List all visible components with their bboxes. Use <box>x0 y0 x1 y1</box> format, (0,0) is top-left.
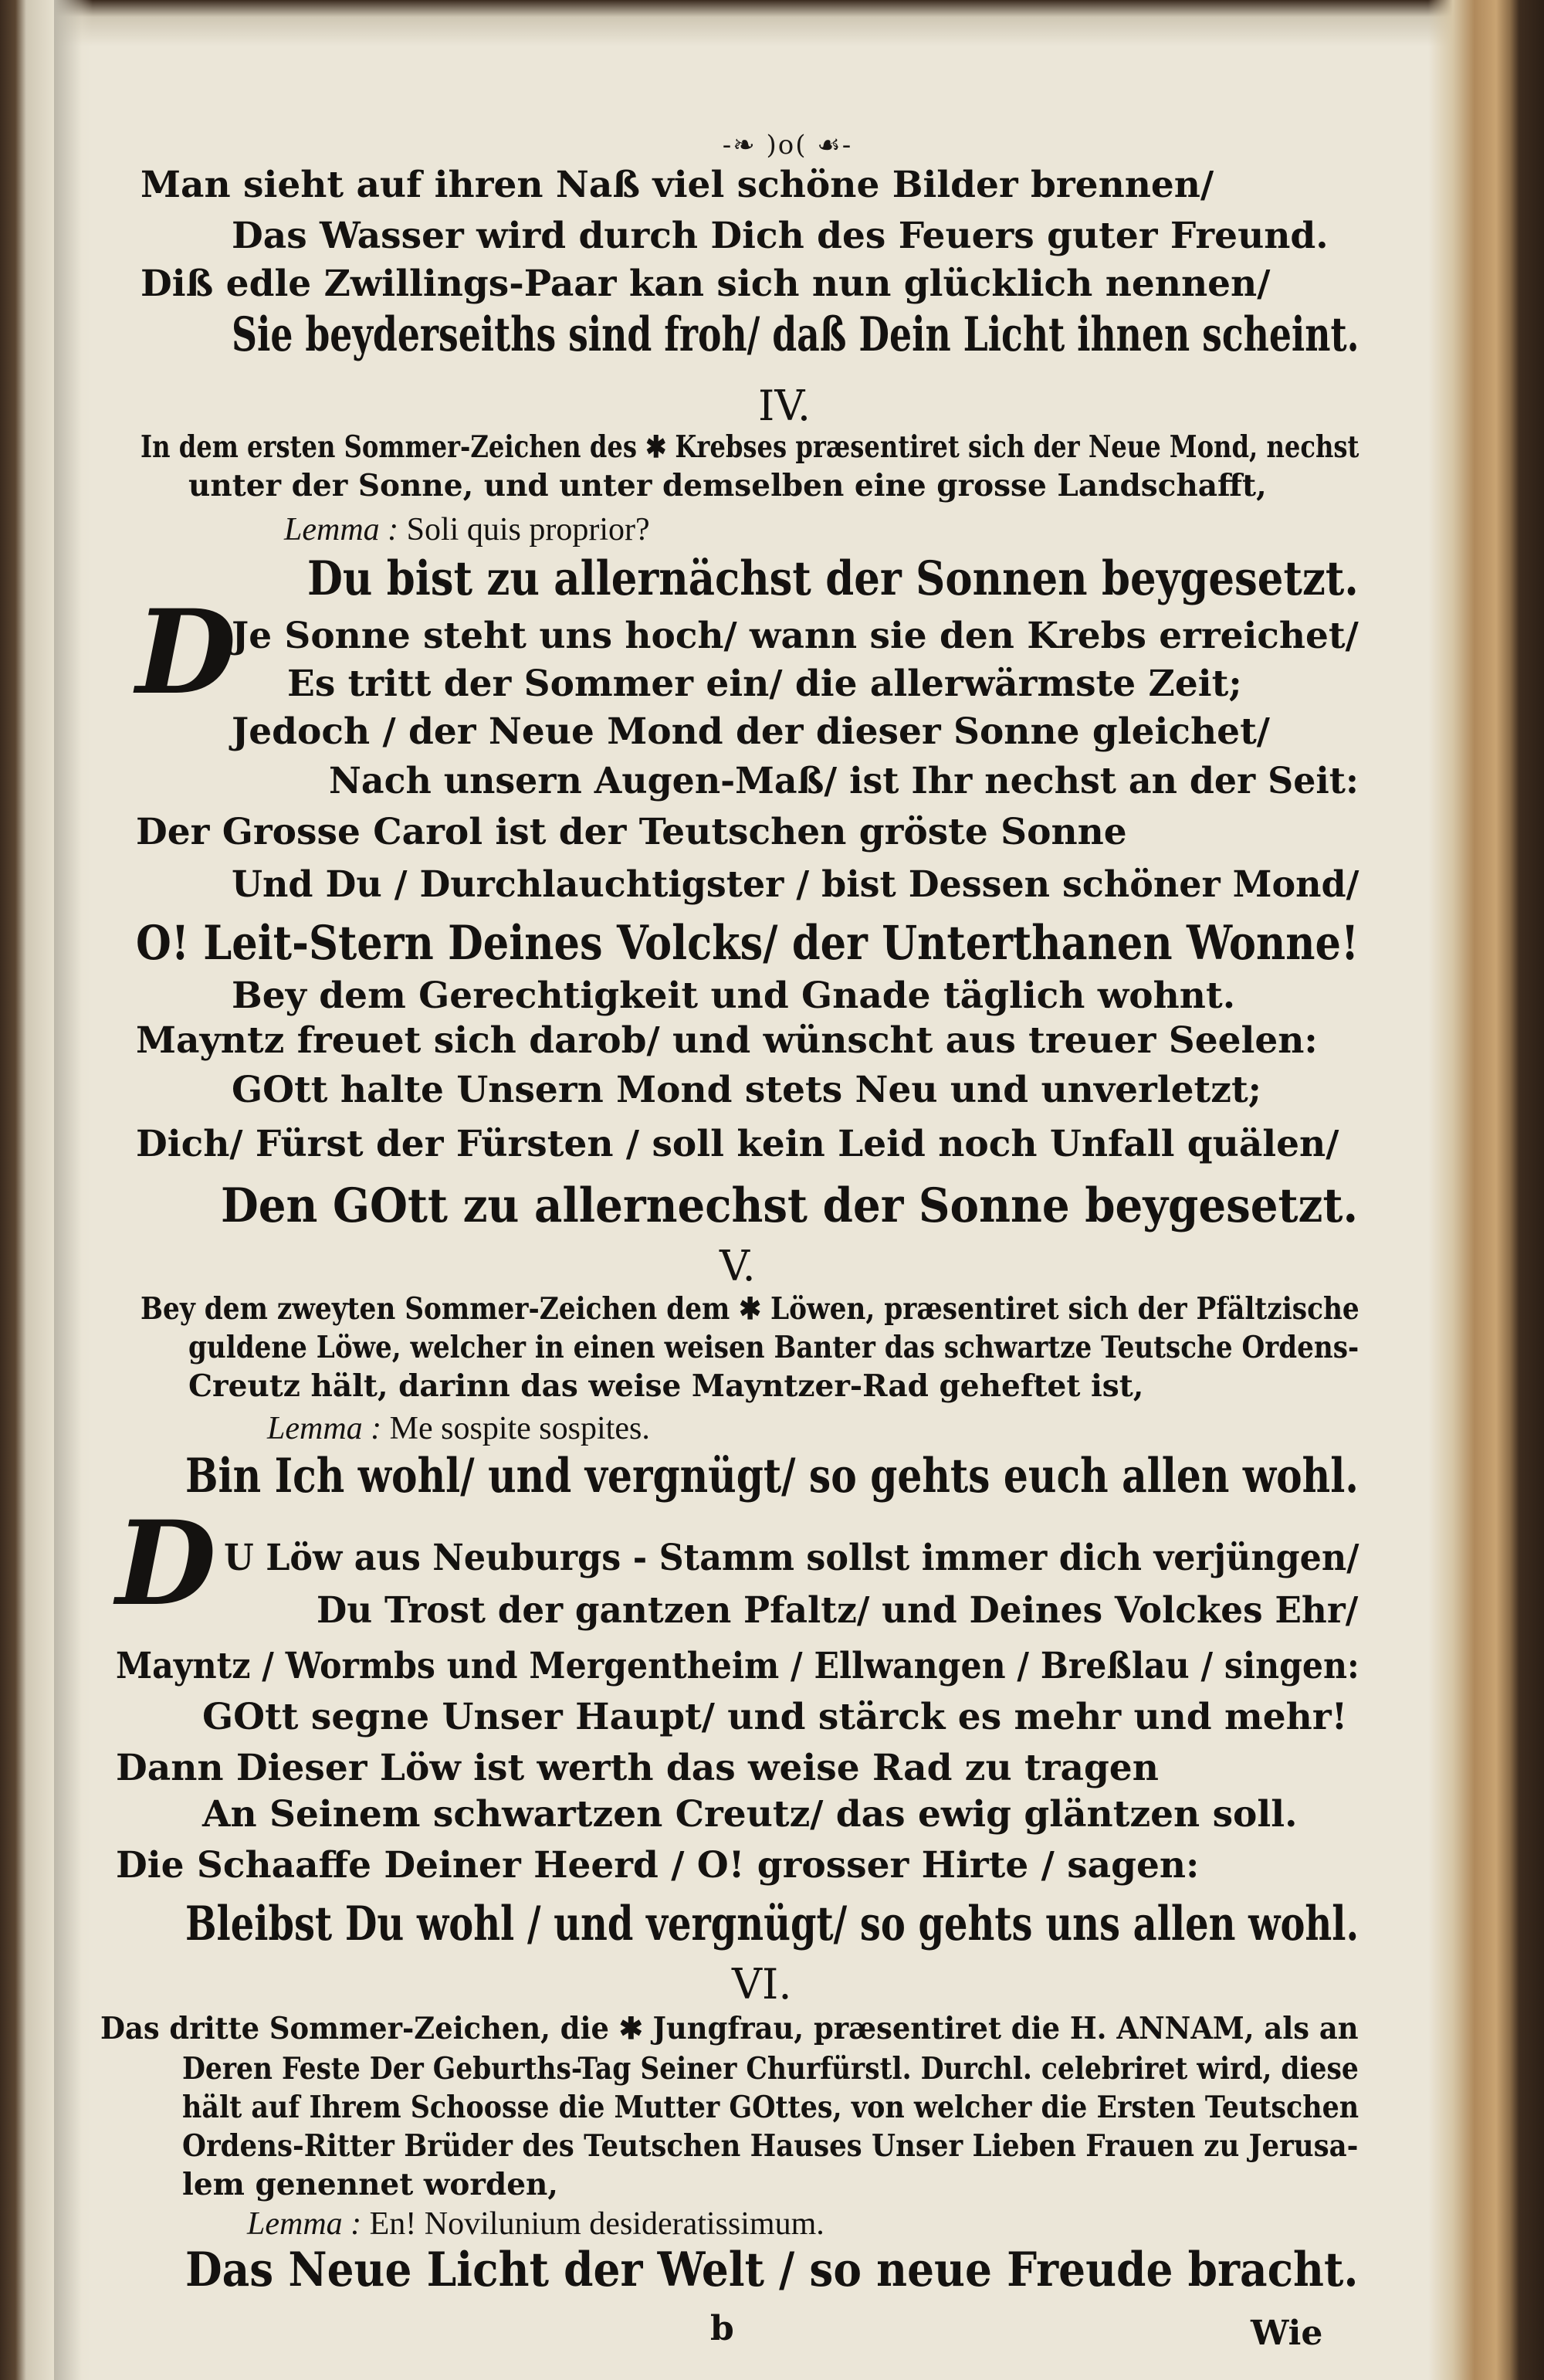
prose-line: Das dritte Sommer-Zeichen, die ✱ Jungfrau, præsentiret die H. ANNAM, als an <box>100 2011 1359 2046</box>
motto-line: Das Neue Licht der Welt / so neue Freude bracht. <box>185 2243 1359 2297</box>
verse-line: Mayntz / Wormbs und Mergentheim / Ellwangen / Breßlau / singen: <box>116 1645 1359 1687</box>
verse-line: GOtt segne Unser Haupt/ und stärck es mehr und mehr! <box>202 1696 1348 1738</box>
verse-line: Der Grosse Carol ist der Teutschen gröste Sonne <box>136 811 1127 853</box>
lemma-line <box>284 511 650 548</box>
verse-line: Und Du / Durchlauchtigster / bist Dessen schöner Mond/ <box>232 863 1359 906</box>
prose-line: unter der Sonne, und unter demselben eine grosse Landschafft, <box>188 468 1267 503</box>
verse-line: Je Sonne steht uns hoch/ wann sie den Krebs erreichet/ <box>232 615 1359 657</box>
lemma-label: Lemma : <box>247 2206 362 2242</box>
verse-line: Dann Dieser Löw ist werth das weise Rad zu tragen <box>116 1747 1159 1789</box>
verse-line: Das Wasser wird durch Dich des Feuers guter Freund. <box>232 215 1329 257</box>
prose-line: Ordens-Ritter Brüder des Teutschen Hauses Unser Lieben Frauen zu Jerusa- <box>182 2128 1359 2164</box>
catchword: Wie <box>1251 2314 1323 2353</box>
section-heading-v: V. <box>720 1242 756 1290</box>
verse-line: Dich/ Fürst der Fürsten / soll kein Leid noch Unfall quälen/ <box>136 1123 1339 1165</box>
prose-line: hält auf Ihrem Schoosse die Mutter GOttes, von welcher die Ersten Teutschen <box>182 2090 1359 2125</box>
verse-line-large: Den GOtt zu allernechst der Sonne beygesetzt. <box>221 1178 1359 1233</box>
prose-line: Deren Feste Der Geburths-Tag Seiner Churfürstl. Durchl. celebriret wird, diese <box>182 2051 1359 2087</box>
verse-line: Mayntz freuet sich darob/ und wünscht aus treuer Seelen: <box>136 1019 1318 1062</box>
drop-initial: D <box>136 585 237 720</box>
motto-line: Du bist zu allernächst der Sonnen beygesetzt. <box>307 551 1359 606</box>
verse-line: Man sieht auf ihren Naß viel schöne Bilder brennen/ <box>141 164 1214 206</box>
lemma-line <box>267 1410 650 1447</box>
verse-line: Diß edle Zwillings-Paar kan sich nun glücklich nennen/ <box>141 263 1271 305</box>
verse-line: Es tritt der Sommer ein/ die allerwärmste Zeit; <box>287 663 1242 705</box>
drop-initial: D <box>116 1496 217 1632</box>
prose-line: In dem ersten Sommer-Zeichen des ✱ Krebses præsentiret sich der Neue Mond, nechst <box>141 429 1359 465</box>
prose-line: guldene Löwe, welcher in einen weisen Banter das schwartze Teutsche Ordens- <box>188 1330 1359 1365</box>
section-heading-vi: VI. <box>732 1960 792 2009</box>
head-ornament: -❧ )o( ☙- <box>722 130 853 161</box>
verse-line: Bey dem Gerechtigkeit und Gnade täglich wohnt. <box>232 975 1236 1017</box>
verse-line: U Löw aus Neuburgs - Stamm sollst immer dich verjüngen/ <box>224 1537 1359 1579</box>
prose-line: lem genennet worden, <box>182 2167 558 2202</box>
verse-line: Du Trost der gantzen Pfaltz/ und Deines Volckes Ehr/ <box>317 1589 1359 1632</box>
verse-line: GOtt halte Unsern Mond stets Neu und unverletzt; <box>232 1069 1262 1111</box>
verse-line-large: O! Leit-Stern Deines Volcks/ der Unterthanen Wonne! <box>136 916 1359 971</box>
section-heading-iv: IV. <box>758 381 811 430</box>
prose-line: Creutz hält, darinn das weise Mayntzer-Rad geheftet ist, <box>188 1368 1144 1404</box>
verse-line-large: Bleibst Du wohl / und vergnügt/ so gehts uns allen wohl. <box>185 1897 1359 1951</box>
motto-line: Bin Ich wohl/ und vergnügt/ so gehts euch allen wohl. <box>185 1449 1359 1504</box>
verse-line: Die Schaaffe Deiner Heerd / O! grosser Hirte / sagen: <box>116 1844 1200 1887</box>
lemma-text: Me sospite sospites. <box>389 1411 650 1446</box>
verse-line: Nach unsern Augen-Maß/ ist Ihr nechst an der Seit: <box>329 760 1359 802</box>
gutter-shadow <box>54 0 82 2380</box>
lemma-label: Lemma : <box>267 1411 382 1446</box>
prose-line: Bey dem zweyten Sommer-Zeichen dem ✱ Löwen, præsentiret sich der Pfältzische <box>141 1291 1359 1327</box>
lemma-line <box>247 2205 824 2243</box>
verse-line: An Seinem schwartzen Creutz/ das ewig gläntzen soll. <box>202 1793 1298 1836</box>
signature-mark: b <box>710 2309 734 2348</box>
verse-line: Jedoch / der Neue Mond der dieser Sonne gleichet/ <box>232 710 1270 753</box>
lemma-text: Soli quis proprior? <box>406 512 650 548</box>
verse-line-large: Sie beyderseiths sind froh/ daß Dein Licht ihnen scheint. <box>232 307 1359 362</box>
lemma-label: Lemma : <box>284 512 399 548</box>
lemma-text: En! Novilunium desideratissimum. <box>369 2206 824 2242</box>
